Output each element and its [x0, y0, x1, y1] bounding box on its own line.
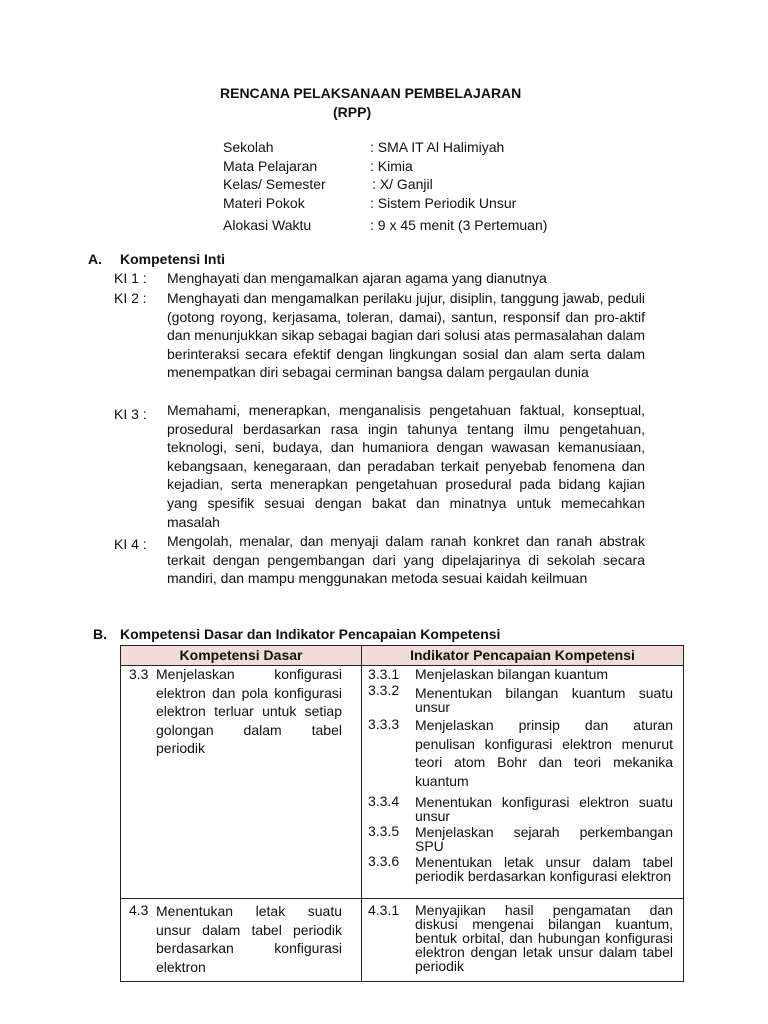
- info-label-time: Alokasi Waktu: [223, 217, 312, 233]
- info-value-time: : 9 x 45 menit (3 Pertemuan): [370, 217, 548, 233]
- section-a-letter: A.: [88, 251, 102, 267]
- indicator-number: 3.3.3: [368, 716, 400, 732]
- info-label-topic: Materi Pokok: [223, 195, 305, 211]
- indicator-number: 3.3.4: [368, 793, 400, 809]
- document-subtitle: (RPP): [333, 104, 372, 120]
- indicator-text: Menyajikan hasil pengamatan dan diskusi mengenai bilangan kuantum, bentuk orbital, dan hubungan konfigurasi elektron dengan letak unsur dalam tabel periodik: [415, 902, 673, 974]
- info-value-subject: : Kimia: [370, 158, 413, 174]
- section-b-letter: B.: [93, 626, 107, 642]
- indicator-text: Menentukan letak unsur dalam tabel periodik berdasarkan konfigurasi elektron: [415, 854, 673, 884]
- column-divider: [361, 646, 362, 981]
- indicator-number: 3.3.5: [368, 823, 400, 839]
- ki-4-text: Mengolah, menalar, dan menyaji dalam ranah konkret dan ranah abstrak terkait dengan pengembangan dari yang dipelajarinya di sekolah secara mandiri, dan mampu menggunakan metoda sesuai kaidah keilmuan: [167, 533, 645, 587]
- info-label-subject: Mata Pelajaran: [223, 158, 318, 174]
- header-indikator: Indikator Pencapaian Kompetensi: [410, 647, 635, 663]
- indicator-number: 3.3.1: [368, 666, 400, 682]
- header-kompetensi-dasar: Kompetensi Dasar: [179, 647, 303, 663]
- table-header: [121, 646, 683, 666]
- ki-3-label: KI 3 :: [114, 406, 147, 422]
- info-label-class: Kelas/ Semester: [223, 176, 326, 192]
- ki-3-text: Memahami, menerapkan, menganalisis pengetahuan faktual, konseptual, prosedural berdasarkan rasa ingin tahunya tentang ilmu pengetahuan, teknologi, seni, budaya, dan humaniora dengan wawasan kemanusiaan, kebangsaan, kenegaraan, dan peradaban terkait penyebab fenomena dan kejadian, serta menerapkan pengetahuan prosedural pada bidang kajian yang spesifik sesuai dengan bakat dan minatnya untuk memecahkan masalah: [167, 402, 645, 530]
- indicator-number: 3.3.6: [368, 853, 400, 869]
- document-title: RENCANA PELAKSANAAN PEMBELAJARAN: [220, 85, 522, 101]
- section-a-heading: Kompetensi Inti: [120, 251, 226, 267]
- info-label-school: Sekolah: [223, 139, 274, 155]
- ki-2-text: Menghayati dan mengamalkan perilaku jujur, disiplin, tanggung jawab, peduli (gotong royong, kerjasama, toleran, damai), santun, responsif dan pro-aktif dan menunjukkan sikap sebagai bagian dari solusi atas permasalahan dalam berinteraksi secara efektif dengan lingkungan sosial dan alam serta dalam menempatkan diri sebagai cerminan bangsa dalam pergaulan dunia: [167, 290, 645, 381]
- row-divider: [121, 898, 683, 899]
- info-value-class: : X/ Ganjil: [372, 176, 433, 192]
- info-value-school: : SMA IT Al Halimiyah: [370, 139, 505, 155]
- ki-1-label: KI 1 :: [114, 270, 147, 286]
- indicator-text: Menjelaskan bilangan kuantum: [415, 666, 609, 682]
- indicator-text: Menjelaskan sejarah perkembangan SPU: [415, 824, 673, 854]
- indicator-number: 4.3.1: [368, 902, 400, 918]
- info-value-topic: : Sistem Periodik Unsur: [370, 195, 517, 211]
- kd-text: Menjelaskan konfigurasi elektron dan pola konfigurasi elektron terluar untuk setiap golongan dalam tabel periodik: [156, 666, 342, 756]
- ki-4-label: KI 4 :: [114, 536, 147, 552]
- ki-1-text: Menghayati dan mengamalkan ajaran agama yang dianutnya: [167, 270, 547, 286]
- ki-2-label: KI 2 :: [114, 290, 147, 306]
- kd-number: 4.3: [129, 902, 149, 918]
- indicator-text: Menentukan konfigurasi elektron suatu unsur: [415, 794, 673, 824]
- indicator-text: Menentukan bilangan kuantum suatu unsur: [415, 685, 673, 715]
- indicator-text: Menjelaskan prinsip dan aturan penulisan konfigurasi elektron menurut teori atom Bohr dan teori mekanika kuantum: [415, 717, 673, 789]
- kd-number: 3.3: [129, 666, 149, 682]
- indicator-number: 3.3.2: [368, 682, 400, 698]
- competency-table: [120, 645, 684, 982]
- section-b-heading: Kompetensi Dasar dan Indikator Pencapaian Kompetensi: [120, 626, 501, 642]
- kd-text: Menentukan letak suatu unsur dalam tabel periodik berdasarkan konfigurasi elektron: [156, 903, 342, 975]
